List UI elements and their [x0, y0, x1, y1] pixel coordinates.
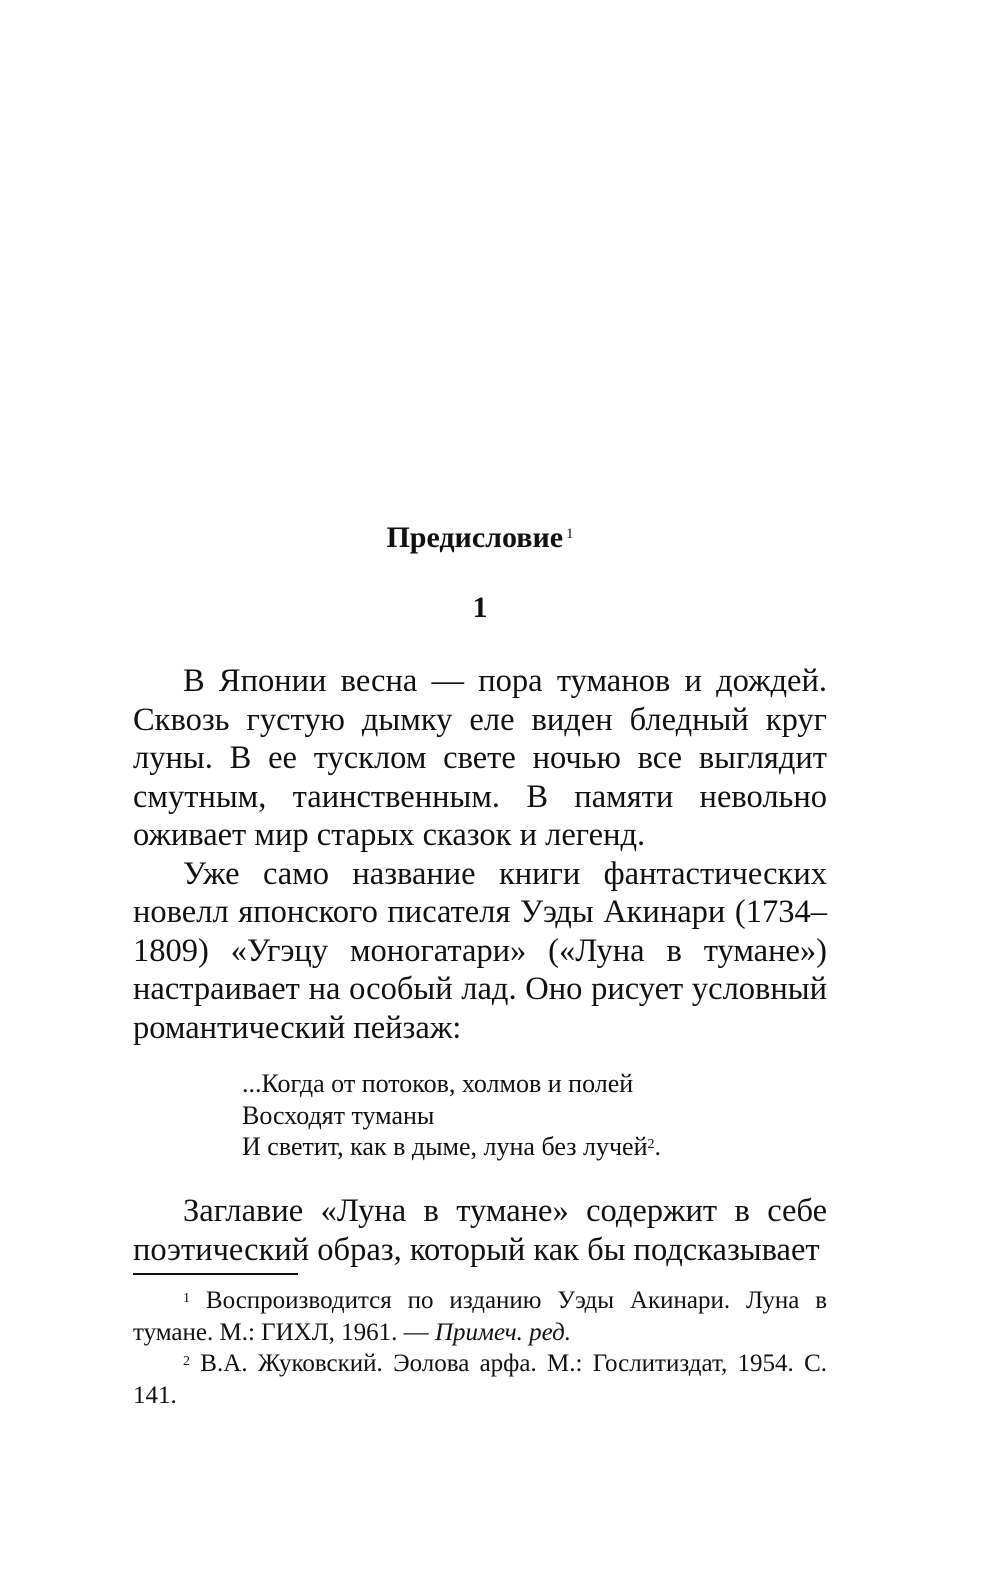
poem-quote: [242, 1068, 661, 1163]
footnote-text: В.А. Жуковский. Эолова арфа. М.: Гослитиздат, 1954. С. 141.: [133, 1350, 827, 1409]
poem-footnote-mark: 2: [647, 1137, 655, 1152]
footnotes: [133, 1285, 827, 1411]
body-text-block: [133, 662, 827, 1047]
footnote-mark: 2: [183, 1354, 190, 1369]
footnote-separator: [133, 1273, 298, 1275]
poem-end-punct: .: [654, 1132, 661, 1161]
continuation-text-block: [133, 1192, 827, 1269]
paragraph-2: Уже само название книги фантастических новелл японского писателя Уэды Акинари (1734–1809) «Угэцу моногатари» («Луна в тумане») настраивает на особый лад. Оно рисует условный романтический пейзаж:: [133, 855, 827, 1046]
chapter-title-text: Предисловие: [386, 521, 564, 554]
chapter-title-footnote-mark: 1: [566, 526, 574, 542]
poem-line: Восходят туманы: [242, 1100, 435, 1130]
poem-line-text: И светит, как в дыме, луна без лучей: [242, 1132, 648, 1161]
paragraph-1: В Японии весна — пора туманов и дождей. Сквозь густую дымку еле виден бледный круг луны. В ее тусклом свете ночью все выглядит смутным, таинственным. В памяти невольно оживает мир старых сказок и легенд.: [133, 663, 827, 853]
paragraph-3: Заглавие «Луна в тумане» содержит в себе поэтический образ, который как бы подсказывает: [133, 1193, 827, 1268]
poem-line-last: [242, 1131, 661, 1163]
poem-line: ...Когда от потоков, холмов и полей: [242, 1069, 634, 1098]
footnote-italic-note: Примеч. ред.: [434, 1318, 572, 1346]
footnote-1: [133, 1285, 827, 1348]
footnote-text: Воспроизводится по изданию Уэды Акинари. Луна в тумане. М.: ГИХЛ, 1961. —: [133, 1287, 828, 1346]
footnote-2: [133, 1348, 827, 1411]
chapter-title: [0, 520, 960, 556]
footnote-mark: 1: [183, 1291, 190, 1306]
section-number: 1: [472, 591, 488, 624]
